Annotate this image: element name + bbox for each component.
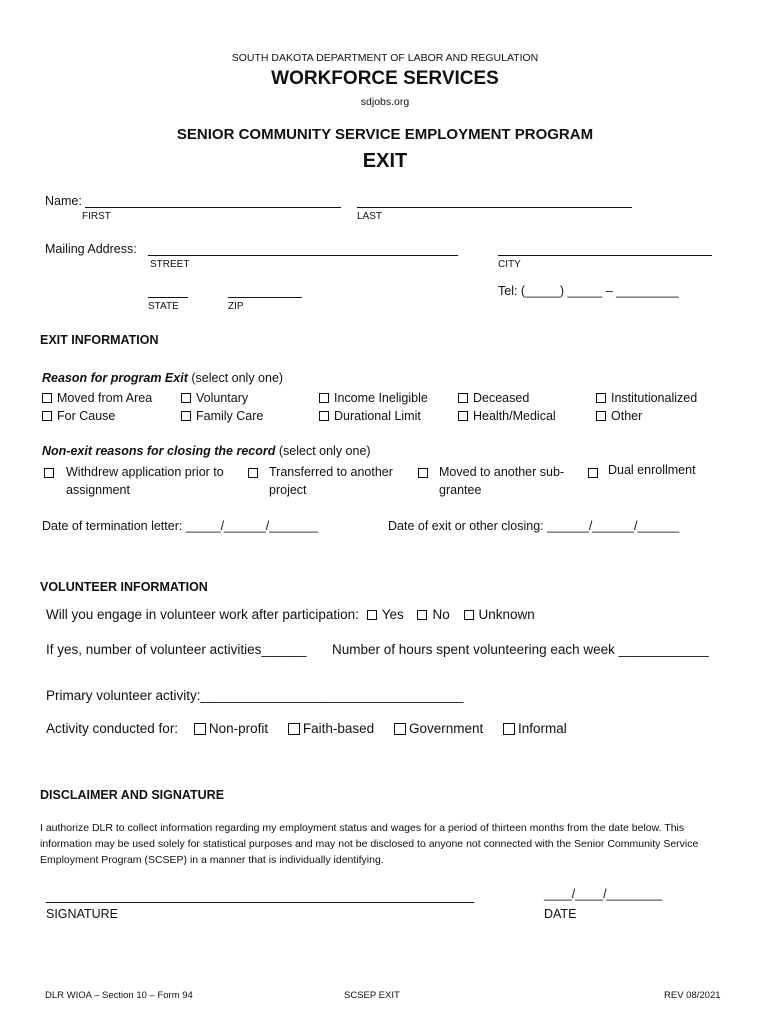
nonexit-transferred-label: Transferred to another project xyxy=(269,465,393,497)
mailing-address-label: Mailing Address: xyxy=(45,242,137,256)
reason-heading: Reason for program Exit (select only one) xyxy=(42,371,284,385)
volunteer-activities-field[interactable]: If yes, number of volunteer activities______ xyxy=(46,642,307,657)
checkbox-icon[interactable] xyxy=(596,393,606,403)
nonexit-withdrew-label: Withdrew application prior to assignment xyxy=(66,465,224,497)
yes-label: Yes xyxy=(381,607,404,622)
faith-based-label: Faith-based xyxy=(302,721,375,736)
street-field[interactable] xyxy=(148,255,458,256)
signature-label: SIGNATURE xyxy=(46,907,118,921)
checkbox-icon[interactable] xyxy=(42,393,52,403)
checkbox-icon[interactable] xyxy=(458,393,468,403)
nonexit-dual-checkbox[interactable] xyxy=(588,464,603,482)
checkbox-icon[interactable] xyxy=(418,468,428,478)
city-caption: CITY xyxy=(498,259,521,270)
first-caption: FIRST xyxy=(82,211,111,222)
activity-conducted-for: Activity conducted for: Non-profit Faith-based Government Informal xyxy=(46,721,567,736)
nonprofit-checkbox-icon[interactable] xyxy=(194,723,206,735)
checkbox-icon[interactable] xyxy=(588,468,598,478)
reason-other[interactable]: Other xyxy=(596,409,642,423)
no-label: No xyxy=(432,607,450,622)
checkbox-icon[interactable] xyxy=(181,411,191,421)
reason-institutionalized[interactable]: Institutionalized xyxy=(596,391,697,405)
nonprofit-label: Non-profit xyxy=(208,721,269,736)
no-checkbox-icon[interactable] xyxy=(417,610,427,620)
government-label: Government xyxy=(408,721,484,736)
checkbox-icon[interactable] xyxy=(458,411,468,421)
street-caption: STREET xyxy=(150,259,190,270)
exit-info-heading: EXIT INFORMATION xyxy=(40,333,159,347)
reason-health-medical[interactable]: Health/Medical xyxy=(458,409,556,423)
telephone-field[interactable]: Tel: (_____) _____ – _________ xyxy=(498,284,679,298)
page-title: WORKFORCE SERVICES xyxy=(271,68,499,89)
volunteer-heading: VOLUNTEER INFORMATION xyxy=(40,580,208,594)
nonexit-dual-label: Dual enrollment xyxy=(608,463,696,477)
last-name-field[interactable] xyxy=(357,207,632,208)
reason-family-care[interactable]: Family Care xyxy=(181,409,263,423)
nonexit-transferred-checkbox[interactable] xyxy=(248,464,263,482)
checkbox-icon[interactable] xyxy=(42,411,52,421)
zip-field[interactable] xyxy=(228,297,302,298)
checkbox-icon[interactable] xyxy=(596,411,606,421)
date-label: DATE xyxy=(544,907,577,921)
website: sdjobs.org xyxy=(360,96,410,108)
volunteer-question: Will you engage in volunteer work after participation: Yes No Unknown xyxy=(46,607,535,622)
checkbox-icon[interactable] xyxy=(319,411,329,421)
disclaimer-heading: DISCLAIMER AND SIGNATURE xyxy=(40,788,225,802)
unknown-checkbox-icon[interactable] xyxy=(464,610,474,620)
zip-caption: ZIP xyxy=(228,301,244,312)
disclaimer-text: I authorize DLR to collect information regarding my employment status and wages for a period of thirteen months from the date below. This information may be used solely for statistical purposes and may not be disclosed to anyone not connected with the Senior Community Service Employment Program (SCSEP) in a manner that is individually identifying. xyxy=(40,822,699,866)
exit-date-field[interactable]: Date of exit or other closing: ______/______/______ xyxy=(388,519,680,533)
signature-date-field[interactable]: ____/____/________ xyxy=(544,887,663,901)
reason-deceased[interactable]: Deceased xyxy=(458,391,529,405)
checkbox-icon[interactable] xyxy=(319,393,329,403)
city-field[interactable] xyxy=(498,255,712,256)
informal-checkbox-icon[interactable] xyxy=(503,723,515,735)
department-name: SOUTH DAKOTA DEPARTMENT OF LABOR AND REGULATION xyxy=(231,52,539,64)
reason-durational-limit[interactable]: Durational Limit xyxy=(319,409,421,423)
primary-activity-field[interactable]: Primary volunteer activity:___________________________________ xyxy=(46,688,464,703)
first-name-field[interactable] xyxy=(85,207,341,208)
nonexit-heading: Non-exit reasons for closing the record (select only one) xyxy=(42,444,371,458)
nonexit-withdrew-checkbox[interactable] xyxy=(44,464,59,482)
reason-for-cause[interactable]: For Cause xyxy=(42,409,115,423)
informal-label: Informal xyxy=(518,721,567,736)
volunteer-hours-field[interactable]: Number of hours spent volunteering each week ____________ xyxy=(332,642,709,657)
reason-income-ineligible[interactable]: Income Ineligible xyxy=(319,391,428,405)
government-checkbox-icon[interactable] xyxy=(394,723,406,735)
nonexit-moved-checkbox[interactable] xyxy=(418,464,433,482)
faith-based-checkbox-icon[interactable] xyxy=(288,723,300,735)
footer-form-name: SCSEP EXIT xyxy=(344,990,400,1001)
footer-revision: REV 08/2021 xyxy=(664,990,721,1001)
state-field[interactable] xyxy=(148,297,188,298)
state-caption: STATE xyxy=(148,301,179,312)
name-label: Name: xyxy=(45,194,82,208)
signature-field[interactable] xyxy=(46,902,474,903)
footer-form-number: DLR WIOA – Section 10 – Form 94 xyxy=(45,990,193,1001)
form-title: EXIT xyxy=(362,150,408,172)
termination-date-field[interactable]: Date of termination letter: _____/______/_______ xyxy=(42,519,318,533)
nonexit-moved-label: Moved to another sub- grantee xyxy=(439,465,565,497)
yes-checkbox-icon[interactable] xyxy=(367,610,377,620)
checkbox-icon[interactable] xyxy=(44,468,54,478)
last-caption: LAST xyxy=(357,211,383,222)
checkbox-icon[interactable] xyxy=(181,393,191,403)
unknown-label: Unknown xyxy=(478,607,535,622)
reason-moved-from-area[interactable]: Moved from Area xyxy=(42,391,152,405)
program-title: SENIOR COMMUNITY SERVICE EMPLOYMENT PROGRAM xyxy=(176,126,594,143)
reason-voluntary[interactable]: Voluntary xyxy=(181,391,248,405)
checkbox-icon[interactable] xyxy=(248,468,258,478)
